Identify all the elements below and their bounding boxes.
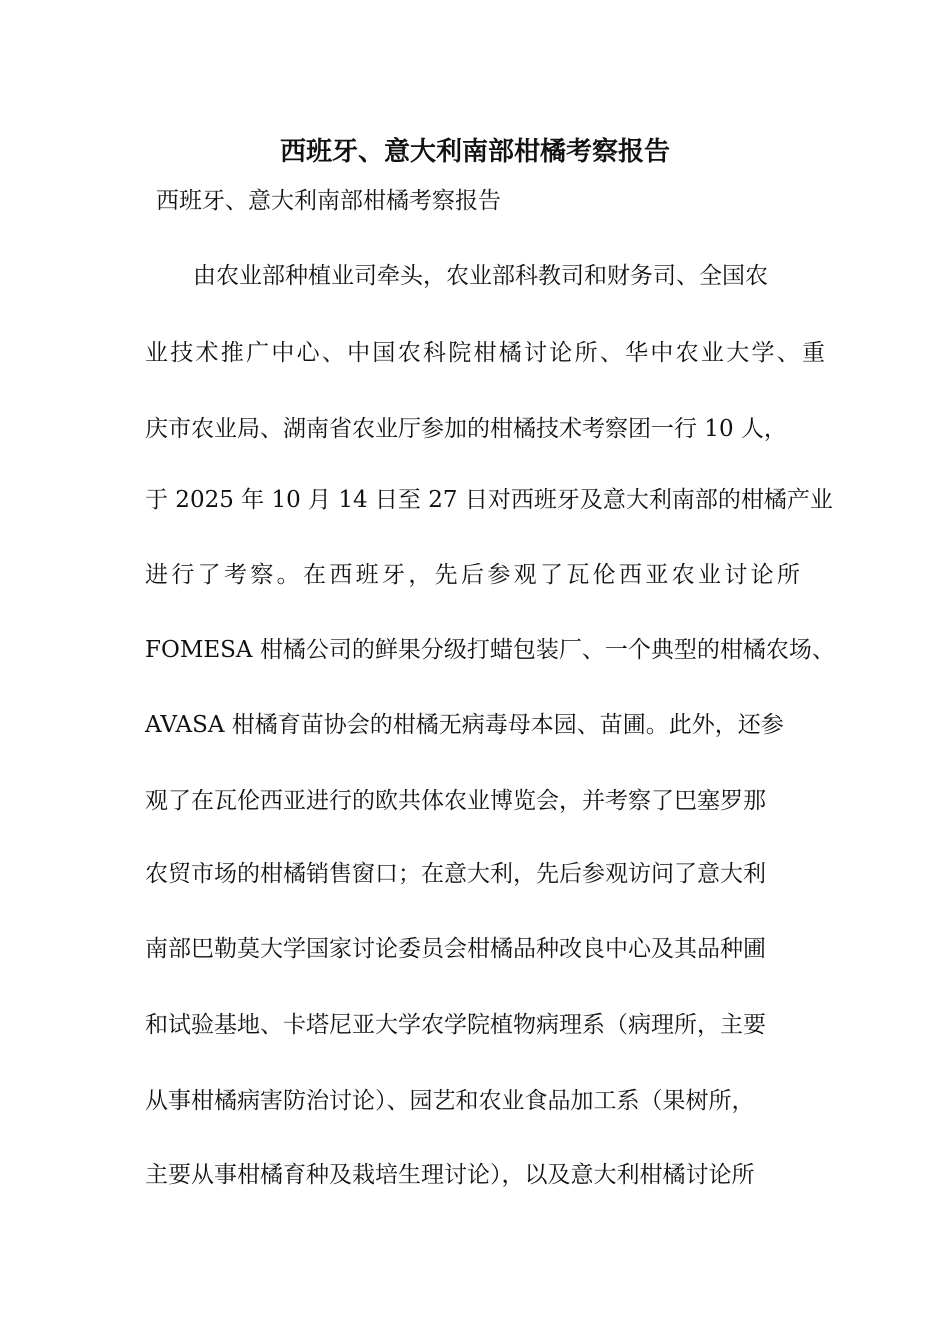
paragraph-line-2: 业技术推广中心、中国农科院柑橘讨论所、华中农业大学、重 bbox=[145, 340, 825, 366]
paragraph-line-10: 南部巴勒莫大学国家讨论委员会柑橘品种改良中心及其品种圃 bbox=[145, 936, 766, 962]
paragraph-line-11: 和试验基地、卡塔尼亚大学农学院植物病理系（病理所，主要 bbox=[145, 1012, 766, 1038]
paragraph-line-13: 主要从事柑橘育种及栽培生理讨论），以及意大利柑橘讨论所 bbox=[145, 1162, 755, 1188]
paragraph-line-7: AVASA 柑橘育苗协会的柑橘无病毒母本园、苗圃。此外，还参 bbox=[145, 712, 784, 738]
document-title: 西班牙、意大利南部柑橘考察报告 bbox=[279, 137, 670, 167]
document-subtitle: 西班牙、意大利南部柑橘考察报告 bbox=[156, 188, 501, 214]
paragraph-line-5: 进行了考察。在西班牙，先后参观了瓦伦西亚农业讨论所 bbox=[145, 562, 800, 588]
paragraph-line-6: FOMESA 柑橘公司的鲜果分级打蜡包装厂、一个典型的柑橘农场、 bbox=[145, 637, 835, 663]
paragraph-line-1: 由农业部种植业司牵头，农业部科教司和财务司、全国农 bbox=[193, 263, 768, 289]
paragraph-line-3: 庆市农业局、湖南省农业厅参加的柑橘技术考察团一行 10 人， bbox=[145, 416, 787, 442]
paragraph-line-12: 从事柑橘病害防治讨论）、园艺和农业食品加工系（果树所， bbox=[145, 1088, 755, 1114]
paragraph-line-4: 于 2025 年 10 月 14 日至 27 日对西班牙及意大利南部的柑橘产业 bbox=[145, 487, 833, 513]
paragraph-line-9: 农贸市场的柑橘销售窗口；在意大利，先后参观访问了意大利 bbox=[145, 861, 766, 887]
paragraph-line-8: 观了在瓦伦西亚进行的欧共体农业博览会，并考察了巴塞罗那 bbox=[145, 788, 766, 814]
